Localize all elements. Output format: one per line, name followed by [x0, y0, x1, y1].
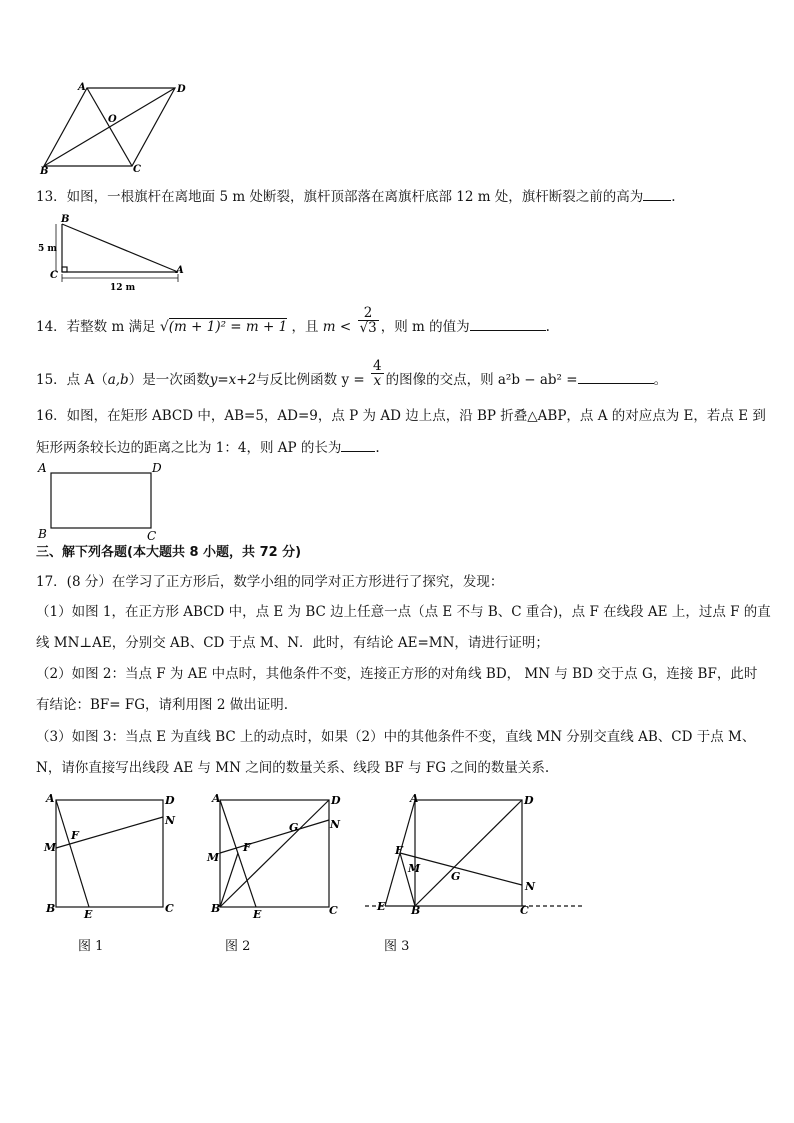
label-a: A [176, 265, 184, 276]
label-a: A [46, 792, 55, 805]
q14-den: √3 [359, 320, 377, 336]
question-16-line2 [36, 437, 380, 458]
q15-mid: ）是一次函数 [128, 372, 210, 388]
question-15 [36, 358, 668, 390]
label-n: N [165, 814, 176, 827]
label-g: G [289, 821, 299, 834]
q17-part2-line2: 有结论：BF= FG，请利用图 2 做出证明. [36, 697, 289, 713]
q16-line2-text: 矩形两条较长边的距离之比为 1：4，则 AP 的长为 [36, 440, 342, 456]
q17-intro: 17．(8 分）在学习了正方形后，数学小组的同学对正方形进行了探究，发现： [36, 574, 504, 590]
q15-fraction [371, 359, 384, 388]
q15-pre: 15．点 A（ [36, 372, 108, 388]
label-d: D [177, 84, 186, 95]
q16-answer-blank[interactable] [341, 437, 375, 452]
q17-part1-line1: （1）如图 1，在正方形 ABCD 中，点 E 为 BC 边上任意一点（点 E 不与 B、C 重合)，点 F 在线段 AE 上，过点 F 的直 [36, 604, 771, 620]
label-b: B [46, 902, 56, 915]
label-m: M [44, 841, 57, 854]
q16-end: . [375, 440, 380, 456]
q13-end: . [671, 189, 676, 205]
label-d: D [524, 794, 534, 807]
label-b: B [38, 527, 47, 541]
q14-ineq: m < [322, 319, 352, 335]
label-m: M [408, 862, 421, 875]
parallelogram-figure [36, 80, 196, 175]
label-c: C [165, 902, 174, 915]
label-c: C [520, 904, 529, 917]
caption-figure-2: 图 2 [225, 939, 251, 954]
figure-2 [205, 790, 355, 920]
label-m: M [207, 851, 220, 864]
q15-end: 。 [653, 372, 668, 388]
caption-figure-3: 图 3 [384, 939, 410, 954]
q13-answer-blank[interactable] [643, 186, 671, 201]
label-n: N [330, 818, 341, 831]
label-f: F [395, 844, 403, 857]
label-e: E [377, 900, 386, 913]
label-d: D [331, 794, 341, 807]
width-label: 12 m [110, 283, 136, 293]
q14-fraction [358, 306, 379, 335]
height-label: 5 m [38, 244, 57, 254]
question-14: 14．若整数 m 满足 √(m + 1)² = m + 1 ，且 m < $\frac{2}{√3}$ ，则 m 的值为 . [36, 305, 550, 336]
q15-post: 的图像的交点，则 [385, 372, 494, 388]
q15-expr: a²b − ab² = [497, 372, 578, 388]
question-16-line1: 16．如图，在矩形 ABCD 中，AB=5，AD=9，点 P 为 AD 边上点，沿 BP 折叠△ABP，点 A 的对应点为 E，若点 E 到 [36, 408, 766, 424]
label-c: C [133, 164, 141, 175]
q15-answer-blank[interactable] [578, 369, 654, 384]
label-e: E [84, 908, 93, 920]
label-c: C [329, 904, 338, 917]
label-e: E [253, 908, 262, 920]
label-o: O [108, 114, 117, 125]
q15-mid2: 与反比例函数 y = [256, 372, 365, 388]
q14-end: . [545, 319, 550, 335]
q17-part3-line1: （3）如图 3：当点 E 为直线 BC 上的动点时，如果（2）中的其他条件不变，直线 MN 分别交直线 AB、CD 于点 M、 [36, 729, 756, 745]
q15-den: x [373, 373, 382, 389]
label-b: B [211, 902, 221, 915]
question-13 [36, 186, 676, 207]
q15-num: 4 [372, 358, 382, 374]
label-c: C [50, 270, 58, 281]
label-b: B [40, 166, 49, 175]
q14-num: 2 [358, 306, 379, 321]
q14-formula: (m + 1)² = m + 1 [168, 319, 288, 335]
rectangle-figure [36, 458, 166, 542]
q17-part1-line2: 线 MN⊥AE，分别交 AB、CD 于点 M、N．此时，有结论 AE=MN，请进行证明； [36, 635, 549, 651]
label-g: G [451, 870, 461, 883]
label-b: B [411, 904, 421, 917]
q15-ab: a,b [107, 372, 129, 388]
q14-pre: 14．若整数 m 满足 [36, 319, 156, 335]
caption-figure-1: 图 1 [78, 939, 104, 954]
label-a: A [78, 82, 86, 93]
label-c: C [147, 529, 157, 542]
label-b: B [61, 214, 70, 225]
label-f: F [243, 841, 251, 854]
figure-1 [40, 790, 190, 920]
label-d: D [152, 461, 162, 475]
section-3-heading: 三、解下列各题(本大题共 8 小题，共 72 分) [36, 545, 302, 560]
q13-text: 13．如图，一根旗杆在离地面 5 m 处断裂，旗杆顶部落在离旗杆底部 12 m 处，旗杆断裂之前的高为 [36, 189, 644, 205]
figure-3 [365, 790, 590, 920]
flagpole-figure [36, 212, 196, 296]
label-n: N [525, 880, 536, 893]
q15-linear: y=x+2 [209, 372, 257, 388]
q14-mid: ，且 [291, 319, 319, 335]
q17-part3-line2: N，请你直接写出线段 AE 与 MN 之间的数量关系、线段 BF 与 FG 之间的数量关系. [36, 760, 550, 776]
label-f: F [71, 829, 79, 842]
q14-answer-blank[interactable] [470, 316, 546, 331]
label-a: A [212, 792, 221, 805]
q14-post: ，则 m 的值为 [380, 319, 470, 335]
q17-part2-line1: （2）如图 2：当点 F 为 AE 中点时，其他条件不变，连接正方形的对角线 BD， MN 与 BD 交于点 G，连接 BF，此时 [36, 666, 758, 682]
label-a: A [38, 461, 47, 475]
label-a: A [410, 792, 419, 805]
label-d: D [165, 794, 175, 807]
